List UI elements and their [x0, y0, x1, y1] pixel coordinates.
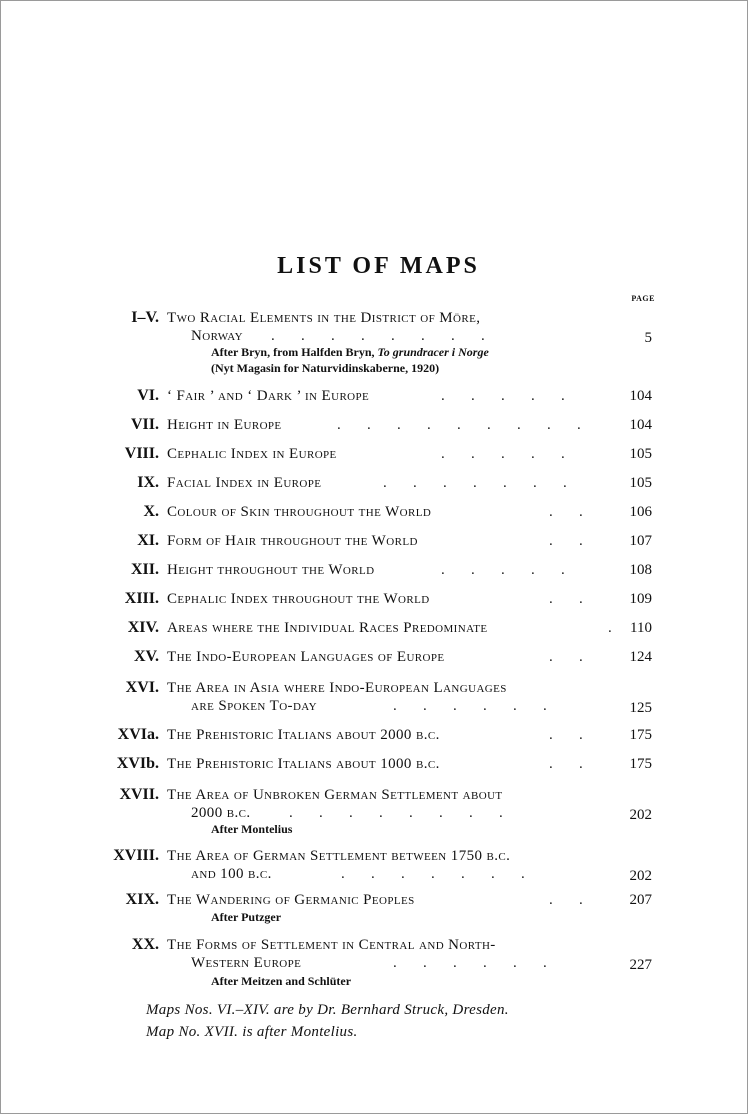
credits-line-2: Map No. XVII. is after Montelius. [146, 1024, 358, 1040]
map-number: XVIII. [113, 847, 159, 864]
map-number: X. [143, 503, 159, 520]
page-number: 175 [629, 756, 652, 772]
leader-dots: . . [549, 892, 583, 908]
leader-dots: . . [549, 591, 583, 607]
map-number: XVI. [125, 679, 159, 696]
leader-dots: . . [549, 504, 583, 520]
credits-line-1: Maps Nos. VI.–XIV. are by Dr. Bernhard Struck, Dresden. [146, 1002, 509, 1018]
page-number: 107 [629, 533, 652, 549]
leader-dots: . . [549, 727, 583, 743]
page-number: 108 [629, 562, 652, 578]
map-number: XVII. [119, 786, 159, 803]
map-title: The Prehistoric Italians about 1000 b.c. [167, 756, 440, 772]
leader-dots: . . . . . . . . [271, 328, 485, 344]
map-source-note: After Putzger [211, 910, 282, 924]
map-title: Cephalic Index in Europe [167, 446, 337, 462]
map-title: The Area of German Settlement between 1750 b.c. [167, 848, 511, 864]
map-number: VII. [130, 416, 159, 433]
page-number: 124 [629, 649, 652, 665]
leader-dots: . . . . . [441, 446, 565, 462]
leader-dots: . . . . . . [393, 698, 547, 714]
map-number: XIX. [125, 891, 159, 908]
map-title-continued: are Spoken To-day [191, 698, 317, 714]
leader-dots: . . [549, 756, 583, 772]
leader-dots: . . . . . . [393, 955, 547, 971]
map-number: VI. [137, 387, 159, 404]
map-title: The Area of Unbroken German Settlement about [167, 787, 503, 803]
page-title: LIST OF MAPS [277, 253, 480, 279]
leader-dots: . . . . . . . . [289, 805, 503, 821]
map-number: XX. [131, 936, 159, 953]
page-number: 110 [630, 620, 652, 636]
leader-dots: . . [549, 649, 583, 665]
map-title: Cephalic Index throughout the World [167, 591, 430, 607]
map-title: The Wandering of Germanic Peoples [167, 892, 415, 908]
leader-dots: . . . . . [441, 562, 565, 578]
page-number: 109 [629, 591, 652, 607]
leader-dots: . . . . . . . . . [337, 417, 581, 433]
page-number: 202 [629, 868, 652, 884]
map-title-continued: Norway [191, 328, 243, 344]
map-source-note: After Meitzen and Schlüter [211, 974, 352, 988]
page-number: 227 [629, 957, 652, 973]
map-title: Two Racial Elements in the District of Möre, [167, 310, 481, 326]
page-number: 125 [629, 700, 652, 716]
map-title: Height throughout the World [167, 562, 375, 578]
map-number: XVIa. [117, 726, 159, 743]
map-title: Height in Europe [167, 417, 282, 433]
map-title-continued: 2000 b.c. [191, 805, 251, 821]
map-number: VIII. [124, 445, 159, 462]
page-number: 105 [629, 446, 652, 462]
map-title: The Prehistoric Italians about 2000 b.c. [167, 727, 440, 743]
page-column-header: PAGE [631, 294, 655, 303]
map-number: IX. [137, 474, 159, 491]
page-number: 104 [629, 388, 652, 404]
leader-dots: . . . . . . . [341, 866, 525, 882]
page-number: 105 [629, 475, 652, 491]
map-title: Areas where the Individual Races Predominate [167, 620, 488, 636]
map-source-note-continued: (Nyt Magasin for Naturvidinskaberne, 1920) [211, 361, 440, 375]
page-number: 106 [629, 504, 652, 520]
page-number: 202 [629, 807, 652, 823]
map-number: I–V. [131, 309, 159, 326]
leader-dots: . . . . . . . [383, 475, 567, 491]
map-number: XI. [137, 532, 159, 549]
map-number: XV. [133, 648, 159, 665]
map-number: XIII. [124, 590, 159, 607]
map-title: Facial Index in Europe [167, 475, 322, 491]
map-title: Colour of Skin throughout the World [167, 504, 432, 520]
leader-dots: . [608, 620, 612, 636]
map-title: The Forms of Settlement in Central and North- [167, 937, 496, 953]
page-number: 175 [629, 727, 652, 743]
map-number: XIV. [127, 619, 159, 636]
map-title: Form of Hair throughout the World [167, 533, 418, 549]
map-source-note: After Montelius [211, 822, 293, 836]
map-number: XII. [130, 561, 159, 578]
leader-dots: . . . . . [441, 388, 565, 404]
leader-dots: . . [549, 533, 583, 549]
page-number: 104 [629, 417, 652, 433]
map-title-continued: and 100 b.c. [191, 866, 272, 882]
map-title: The Indo-European Languages of Europe [167, 649, 445, 665]
map-title-continued: Western Europe [191, 955, 302, 971]
map-title: ‘ Fair ’ and ‘ Dark ’ in Europe [167, 388, 370, 404]
page-number: 207 [629, 892, 652, 908]
map-source-note: After Bryn, from Halfden Bryn, To grundracer i Norge [211, 345, 489, 359]
page-number: 5 [644, 330, 652, 346]
map-title: The Area in Asia where Indo-European Languages [167, 680, 507, 696]
map-number: XVIb. [116, 755, 159, 772]
